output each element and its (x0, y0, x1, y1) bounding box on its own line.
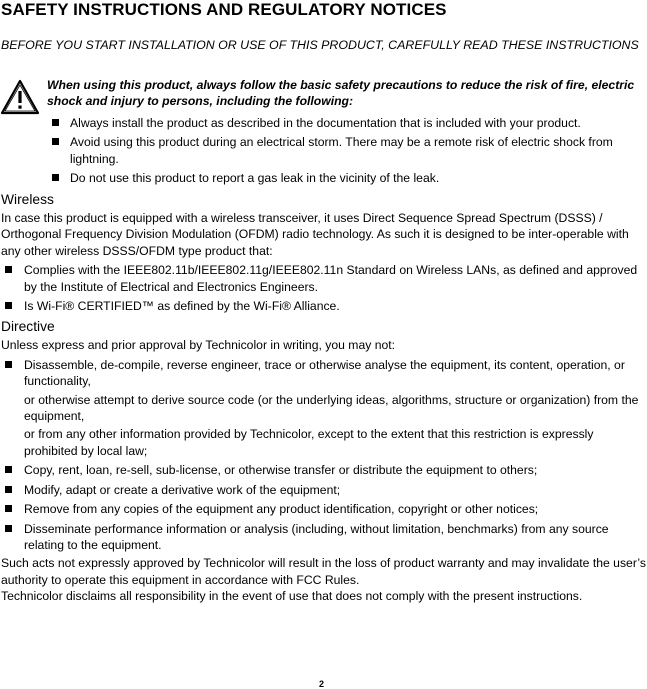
closing-paragraph-2: Technicolor disclaims all responsibility in the event of use that does not comply with the present instructions. (1, 589, 583, 604)
list-item-continuation: or otherwise attempt to derive source code (or the underlying ideas, algorithms, structure or organization) from the equipment, (24, 392, 639, 424)
closing-paragraph-1: Such acts not expressly approved by Technicolor will result in the loss of product warranty and may invalidate the user’s authority to operate this equipment in accordance with FCC Rules. (1, 556, 646, 587)
list-item: Disseminate performance information or analysis (including, without limitation, benchmarks) from any source relating to the equipment. (1, 521, 647, 554)
square-bullet-icon (52, 119, 59, 126)
wireless-list (1, 262, 647, 314)
directive-list (1, 357, 647, 390)
list-item: Disassemble, de-compile, reverse engineer, trace or otherwise analyse the equipment, its content, operation, or functionality, (1, 357, 647, 390)
directive-paragraph: Unless express and prior approval by Technicolor in writing, you may not: (1, 338, 396, 353)
square-bullet-icon (5, 266, 12, 273)
section-heading-directive: Directive (1, 319, 55, 335)
list-item: Is Wi-Fi® CERTIFIED™ as defined by the Wi-Fi® Alliance. (1, 298, 647, 314)
square-bullet-icon (5, 505, 12, 512)
page-title: SAFETY INSTRUCTIONS AND REGULATORY NOTICES (1, 0, 447, 19)
warning-statement: When using this product, always follow the basic safety precautions to reduce the risk of fire, electric shock and injury to persons, including the following: (47, 78, 635, 108)
list-item: Copy, rent, loan, re-sell, sub-license, or otherwise transfer or distribute the equipment to others; (1, 462, 647, 478)
square-bullet-icon (5, 466, 12, 473)
section-heading-wireless: Wireless (1, 192, 54, 207)
list-item: Do not use this product to report a gas leak in the vicinity of the leak. (47, 170, 645, 186)
list-item: Complies with the IEEE802.11b/IEEE802.11g/IEEE802.11n Standard on Wireless LANs, as defined and approved by the Institute of Electrical and Electronics Engineers. (1, 262, 647, 295)
square-bullet-icon (5, 486, 12, 493)
list-item: Always install the product as described in the documentation that is included with your product. (47, 115, 645, 131)
list-item: Modify, adapt or create a derivative work of the equipment; (1, 482, 647, 498)
square-bullet-icon (5, 525, 12, 532)
square-bullet-icon (5, 302, 12, 309)
list-item: Remove from any copies of the equipment any product identification, copyright or other notices; (1, 501, 647, 517)
square-bullet-icon (5, 361, 12, 368)
square-bullet-icon (52, 138, 59, 145)
list-item: Avoid using this product during an electrical storm. There may be a remote risk of electric shock from lightning. (47, 134, 645, 167)
wireless-paragraph: In case this product is equipped with a wireless transceiver, it uses Direct Sequence Spread Spectrum (DSSS) / Orthogonal Frequency Division Modulation (OFDM) radio technology. As such it is designed to be inter-operable with any other wireless DSSS/OFDM type product that: (1, 211, 629, 258)
page-number: 2 (319, 679, 325, 689)
warning-list (47, 112, 645, 189)
list-item-continuation: or from any other information provided by Technicolor, except to the extent that this restriction is expressly prohibited by local law; (24, 427, 594, 458)
intro-notice: BEFORE YOU START INSTALLATION OR USE OF THIS PRODUCT, CAREFULLY READ THESE INSTRUCTIONS (1, 38, 639, 52)
document-body (1, 192, 647, 605)
warning-triangle-icon (0, 79, 40, 115)
directive-list-continued (1, 462, 647, 553)
square-bullet-icon (52, 174, 59, 181)
